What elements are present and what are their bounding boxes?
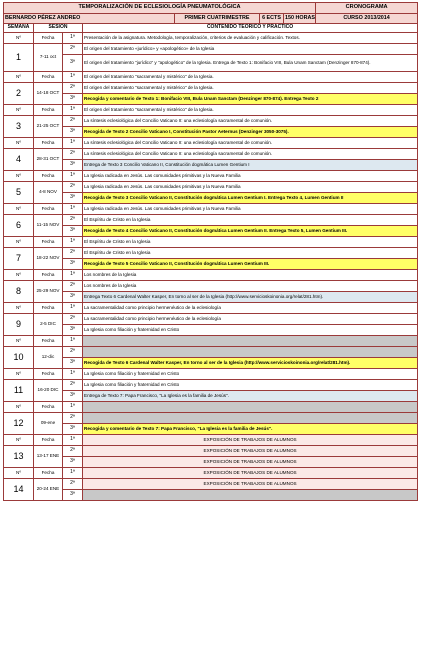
session-mark: 2ª bbox=[63, 479, 83, 490]
week-date: 21-25 OCT bbox=[34, 116, 63, 138]
session-content: El origen del tratamiento "sacramental y mistérico" de la Iglesia. bbox=[83, 83, 418, 94]
week-number: 4 bbox=[4, 149, 34, 171]
session-column-header: SESIÓN bbox=[34, 24, 83, 33]
week-session-row bbox=[4, 94, 418, 105]
week-session-row bbox=[4, 193, 418, 204]
week-intro-row bbox=[4, 270, 418, 281]
session-mark: 1ª bbox=[63, 435, 83, 446]
week-session-row bbox=[4, 55, 418, 72]
week-session-row bbox=[4, 490, 418, 501]
document-title: TEMPORALIZACIÓN DE ECLESIOLOGÍA PNEUMATOLÓGICA bbox=[4, 3, 316, 14]
week-date: 14-18 OCT bbox=[34, 83, 63, 105]
date-label: Fecha bbox=[34, 435, 63, 446]
session-content: La síntesis eclesiológica del Concilio Vaticano II: una eclesiología sacramental de comunión. bbox=[83, 138, 418, 149]
session-content: El origen del tratamiento "sacramental y mistérico" de la Iglesia. bbox=[83, 105, 418, 116]
session-mark: 1ª bbox=[63, 303, 83, 314]
session-content: La Iglesia como filiación y fraternidad en Cristo bbox=[83, 369, 418, 380]
session-mark: 3ª bbox=[63, 94, 83, 105]
week-number: 14 bbox=[4, 479, 34, 501]
week-number-label: Nº bbox=[4, 138, 34, 149]
date-label: Fecha bbox=[34, 369, 63, 380]
session-mark: 2ª bbox=[63, 44, 83, 55]
week-number-label: Nº bbox=[4, 402, 34, 413]
column-header-row bbox=[4, 24, 418, 33]
session-mark: 3ª bbox=[63, 391, 83, 402]
title-row bbox=[4, 3, 418, 14]
document-type: CRONOGRAMA bbox=[316, 3, 418, 14]
week-number-label: Nº bbox=[4, 270, 34, 281]
week-session-row bbox=[4, 457, 418, 468]
session-content: Recogida de Texto 4 Concilio Vaticano II, Constitución dogmática Lumen Gentium II. Entrega Texto 5, Lumen Gentium III. bbox=[83, 226, 418, 237]
session-mark: 2ª bbox=[63, 314, 83, 325]
week-session-row bbox=[4, 160, 418, 171]
week-number: 3 bbox=[4, 116, 34, 138]
date-label: Fecha bbox=[34, 204, 63, 215]
week-intro-row bbox=[4, 336, 418, 347]
session-content bbox=[83, 336, 418, 347]
session-mark: 1ª bbox=[63, 204, 83, 215]
schedule-table bbox=[3, 2, 418, 501]
week-session-row bbox=[4, 391, 418, 402]
session-mark: 3ª bbox=[63, 226, 83, 237]
hours-label: 150 HORAS bbox=[284, 14, 316, 24]
session-mark: 1ª bbox=[63, 270, 83, 281]
ects-label: 6 ECTS bbox=[260, 14, 284, 24]
week-session-row bbox=[4, 446, 418, 457]
session-mark: 3ª bbox=[63, 292, 83, 303]
week-date: 18-22 NOV bbox=[34, 248, 63, 270]
week-intro-row bbox=[4, 105, 418, 116]
session-mark: 2ª bbox=[63, 215, 83, 226]
session-content: EXPOSICIÓN DE TRABAJOS DE ALUMNOS bbox=[83, 435, 418, 446]
session-content: EXPOSICIÓN DE TRABAJOS DE ALUMNOS bbox=[83, 446, 418, 457]
session-content: La Iglesia como filiación y fraternidad en Cristo bbox=[83, 380, 418, 391]
session-mark: 1ª bbox=[63, 105, 83, 116]
week-number-label: Nº bbox=[4, 369, 34, 380]
week-intro-row bbox=[4, 204, 418, 215]
week-session-row bbox=[4, 281, 418, 292]
week-date: 2-5 DIC bbox=[34, 314, 63, 336]
week-date: 4-8 NOV bbox=[34, 182, 63, 204]
session-mark: 2ª bbox=[63, 413, 83, 424]
week-intro-row bbox=[4, 468, 418, 479]
session-mark: 3ª bbox=[63, 457, 83, 468]
week-session-row bbox=[4, 116, 418, 127]
week-session-row bbox=[4, 479, 418, 490]
session-content bbox=[83, 347, 418, 358]
week-date: 16-20 DIC bbox=[34, 380, 63, 402]
date-label: Fecha bbox=[34, 270, 63, 281]
session-mark: 3ª bbox=[63, 490, 83, 501]
session-content: El Espíritu de Cristo en la Iglesia bbox=[83, 215, 418, 226]
week-number-label: Nº bbox=[4, 303, 34, 314]
week-number: 13 bbox=[4, 446, 34, 468]
week-number-label: Nº bbox=[4, 105, 34, 116]
session-mark: 2ª bbox=[63, 182, 83, 193]
date-label: Fecha bbox=[34, 105, 63, 116]
session-mark: 2ª bbox=[63, 149, 83, 160]
session-mark: 3ª bbox=[63, 193, 83, 204]
week-session-row bbox=[4, 325, 418, 336]
date-label: Fecha bbox=[34, 33, 63, 44]
session-content: EXPOSICIÓN DE TRABAJOS DE ALUMNOS bbox=[83, 468, 418, 479]
week-intro-row bbox=[4, 72, 418, 83]
session-content: Recogida y comentario de Texto 1: Bonifacio VIII, Bula Unam Sanctam (Denzinger 870-874). Entrega Texto 2 bbox=[83, 94, 418, 105]
week-session-row bbox=[4, 259, 418, 270]
session-mark: 3ª bbox=[63, 160, 83, 171]
week-date: 28-31 OCT bbox=[34, 149, 63, 171]
session-mark: 3ª bbox=[63, 358, 83, 369]
session-mark: 2ª bbox=[63, 281, 83, 292]
session-mark: 2ª bbox=[63, 83, 83, 94]
session-content: La síntesis eclesiológica del Concilio Vaticano II: una eclesiología sacramental de comunión. bbox=[83, 116, 418, 127]
session-content: Recogida de Texto 2 Concilio Vaticano I, Constitución Pastor Aeternus (Denzinger 3050-3075). bbox=[83, 127, 418, 138]
session-content: Entrega de Texto 7: Papa Francisco, "La Iglesia es la familia de Jesús". bbox=[83, 391, 418, 402]
session-content: El origen del tratamiento "sacramental y mistérico" de la Iglesia. bbox=[83, 72, 418, 83]
date-label: Fecha bbox=[34, 237, 63, 248]
week-session-row bbox=[4, 83, 418, 94]
term-label: PRIMER CUATRIMESTRE bbox=[175, 14, 260, 24]
week-number-label: Nº bbox=[4, 72, 34, 83]
session-mark: 2ª bbox=[63, 248, 83, 259]
week-number-label: Nº bbox=[4, 435, 34, 446]
week-number: 7 bbox=[4, 248, 34, 270]
week-session-row bbox=[4, 380, 418, 391]
session-content: La sacramentalidad como principio hermenéutico de la eclesiología bbox=[83, 314, 418, 325]
session-mark: 3ª bbox=[63, 127, 83, 138]
session-content bbox=[83, 402, 418, 413]
session-content: El origen del tratamiento "jurídico" y "apologético" de la Iglesia. Entrega de Texto 1: Bonifacio VIII, Bula Unam Sanctam (Denzinger 870-874). bbox=[83, 55, 418, 72]
session-mark: 1ª bbox=[63, 138, 83, 149]
date-label: Fecha bbox=[34, 468, 63, 479]
week-date: 20-24 ENE bbox=[34, 479, 63, 501]
session-content: El Espíritu de Cristo en la Iglesia bbox=[83, 237, 418, 248]
week-intro-row bbox=[4, 402, 418, 413]
week-intro-row bbox=[4, 303, 418, 314]
session-content: Recogida de Texto 6 Cardenal Walter Kasper, En torno al ser de la Iglesia (http://www.servicioskoinonia.org/relat/281.htm). bbox=[83, 358, 418, 369]
date-label: Fecha bbox=[34, 138, 63, 149]
week-intro-row bbox=[4, 237, 418, 248]
week-intro-row bbox=[4, 369, 418, 380]
session-content: La síntesis eclesiológica del Concilio Vaticano II: una eclesiología sacramental de comunión. bbox=[83, 149, 418, 160]
week-session-row bbox=[4, 424, 418, 435]
week-date: 7-11 oct bbox=[34, 44, 63, 72]
week-date: 25-29 NOV bbox=[34, 281, 63, 303]
week-number: 9 bbox=[4, 314, 34, 336]
week-number: 10 bbox=[4, 347, 34, 369]
week-date: 11-15 NOV bbox=[34, 215, 63, 237]
content-column-header: CONTENIDO TEÓRICO Y PRÁCTICO bbox=[83, 24, 418, 33]
session-content: La Iglesia radicada en Jesús. Las comunidades primitivas y la Nueva Familia bbox=[83, 182, 418, 193]
week-number: 12 bbox=[4, 413, 34, 435]
session-mark: 2ª bbox=[63, 446, 83, 457]
course-label: CURSO 2013/2014 bbox=[316, 14, 418, 24]
session-mark: 1ª bbox=[63, 171, 83, 182]
session-mark: 2ª bbox=[63, 347, 83, 358]
session-content: Los nombres de la Iglesia bbox=[83, 281, 418, 292]
week-number-label: Nº bbox=[4, 33, 34, 44]
session-content: La Iglesia radicada en Jesús. Las comunidades primitivas y la Nueva Familia bbox=[83, 204, 418, 215]
date-label: Fecha bbox=[34, 171, 63, 182]
week-number: 2 bbox=[4, 83, 34, 105]
session-content: La sacramentalidad como principio hermenéutico de la eclesiología bbox=[83, 303, 418, 314]
session-content: La Iglesia como filiación y fraternidad en Cristo bbox=[83, 325, 418, 336]
week-date: 12-dic bbox=[34, 347, 63, 369]
teacher-name: BERNARDO PÉREZ ANDREO bbox=[4, 14, 175, 24]
session-content bbox=[83, 490, 418, 501]
session-mark: 2ª bbox=[63, 380, 83, 391]
week-number: 1 bbox=[4, 44, 34, 72]
week-session-row bbox=[4, 226, 418, 237]
week-number-label: Nº bbox=[4, 171, 34, 182]
week-date: 09-ene bbox=[34, 413, 63, 435]
info-row bbox=[4, 14, 418, 24]
date-label: Fecha bbox=[34, 336, 63, 347]
session-content bbox=[83, 413, 418, 424]
session-content: El origen del tratamiento «jurídico» y «apologético» de la Iglesia bbox=[83, 44, 418, 55]
session-mark: 1ª bbox=[63, 72, 83, 83]
week-session-row bbox=[4, 358, 418, 369]
session-mark: 3ª bbox=[63, 424, 83, 435]
week-number: 8 bbox=[4, 281, 34, 303]
session-content: Recogida de Texto 3 Concilio Vaticano II, Constitución dogmática Lumen Gentium I. Entrega Texto 4, Lumen Gentium II bbox=[83, 193, 418, 204]
week-session-row bbox=[4, 182, 418, 193]
session-mark: 1ª bbox=[63, 369, 83, 380]
session-content: Entrega de Texto 3 Concilio Vaticano II, Constitución dogmática Lumen Gentium I bbox=[83, 160, 418, 171]
week-session-row bbox=[4, 347, 418, 358]
session-mark: 1ª bbox=[63, 336, 83, 347]
week-number: 6 bbox=[4, 215, 34, 237]
week-intro-row bbox=[4, 435, 418, 446]
week-session-row bbox=[4, 248, 418, 259]
week-intro-row bbox=[4, 33, 418, 44]
session-content: El Espíritu de Cristo en la Iglesia bbox=[83, 248, 418, 259]
week-session-row bbox=[4, 215, 418, 226]
session-mark: 3ª bbox=[63, 259, 83, 270]
week-session-row bbox=[4, 127, 418, 138]
session-mark: 3ª bbox=[63, 55, 83, 72]
week-session-row bbox=[4, 149, 418, 160]
session-content: La Iglesia radicada en Jesús. Las comunidades primitivas y la Nueva Familia bbox=[83, 171, 418, 182]
week-number-label: Nº bbox=[4, 237, 34, 248]
date-label: Fecha bbox=[34, 72, 63, 83]
date-label: Fecha bbox=[34, 303, 63, 314]
week-number-label: Nº bbox=[4, 336, 34, 347]
week-number: 5 bbox=[4, 182, 34, 204]
week-intro-row bbox=[4, 138, 418, 149]
session-content: Recogida y comentario de Texto 7: Papa Francisco, "La Iglesia es la familia de Jesús". bbox=[83, 424, 418, 435]
session-content: Presentación de la asignatura. Metodología, temporalización, criterios de evaluación y calificación. Textos. bbox=[83, 33, 418, 44]
week-number-label: Nº bbox=[4, 204, 34, 215]
session-content: Entrega Texto 6 Cardenal Walter Kasper, En torno al ser de la Iglesia (http://www.servicioskoinonia.org/relat/281.htm). bbox=[83, 292, 418, 303]
session-mark: 1ª bbox=[63, 468, 83, 479]
week-date: 13-17 ENE bbox=[34, 446, 63, 468]
session-mark: 1ª bbox=[63, 237, 83, 248]
session-content: EXPOSICIÓN DE TRABAJOS DE ALUMNOS bbox=[83, 457, 418, 468]
session-content: Recogida de Texto 5 Concilio Vaticano II, Constitución dogmática Lumen Gentium III. bbox=[83, 259, 418, 270]
week-session-row bbox=[4, 413, 418, 424]
session-mark: 1ª bbox=[63, 402, 83, 413]
week-session-row bbox=[4, 44, 418, 55]
date-label: Fecha bbox=[34, 402, 63, 413]
week-session-row bbox=[4, 314, 418, 325]
week-column-header: SEMANA bbox=[4, 24, 34, 33]
session-mark: 1ª bbox=[63, 33, 83, 44]
session-mark: 3ª bbox=[63, 325, 83, 336]
session-content: EXPOSICIÓN DE TRABAJOS DE ALUMNOS bbox=[83, 479, 418, 490]
session-content: Los nombres de la Iglesia bbox=[83, 270, 418, 281]
week-number: 11 bbox=[4, 380, 34, 402]
week-intro-row bbox=[4, 171, 418, 182]
week-session-row bbox=[4, 292, 418, 303]
week-number-label: Nº bbox=[4, 468, 34, 479]
session-mark: 2ª bbox=[63, 116, 83, 127]
